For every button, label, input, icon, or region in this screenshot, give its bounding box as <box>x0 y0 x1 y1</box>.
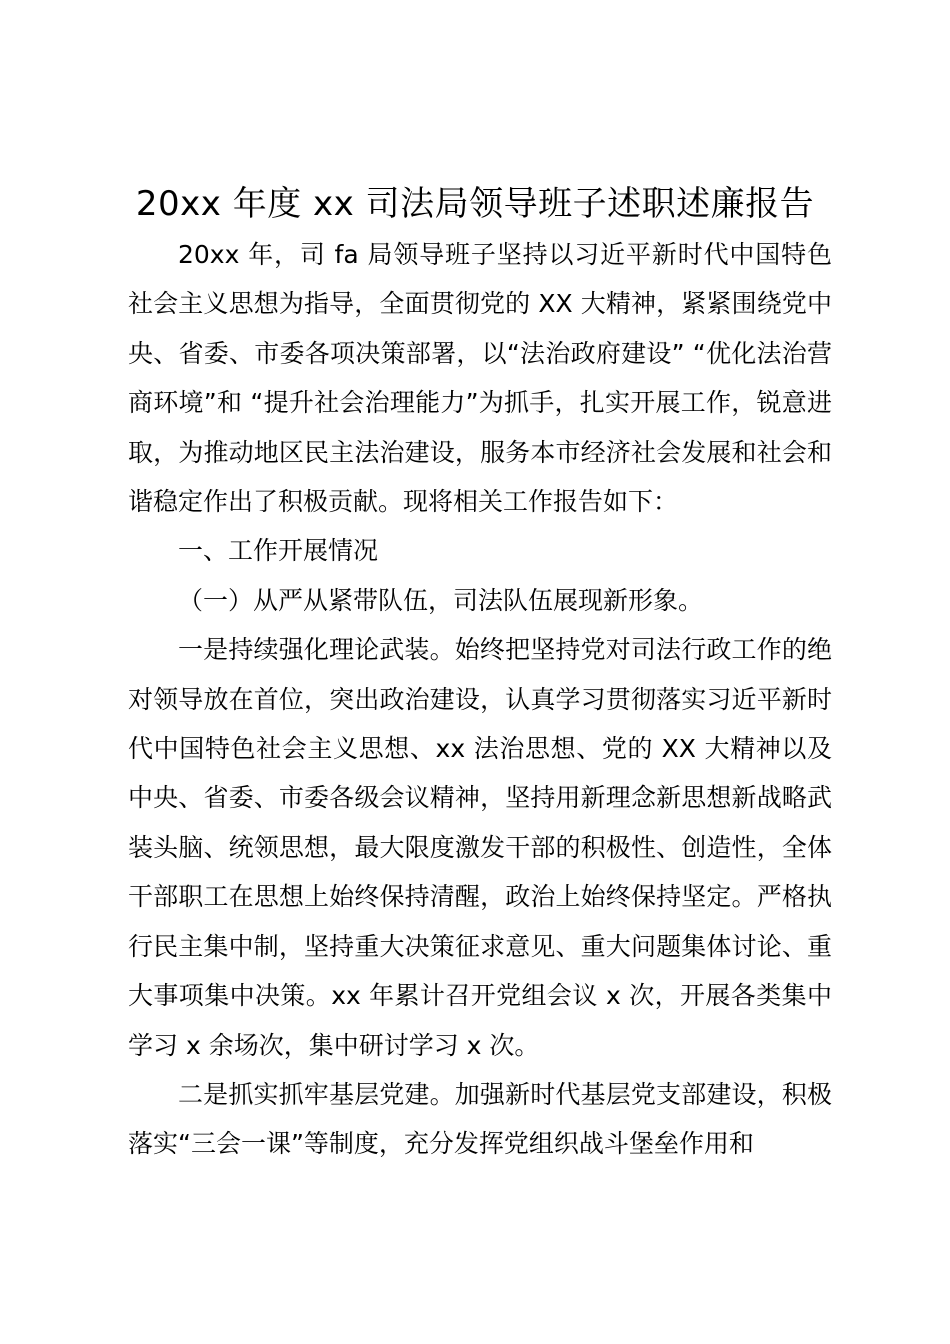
paragraph-theory: 一是持续强化理论武装。始终把坚持党对司法行政工作的绝对领导放在首位，突出政治建设，认真学习贯彻落实习近平新时代中国特色社会主义思想、xx 法治思想、党的 XX 大精神以及中央、省委、市委各级会议精神，坚持用新理念新思想新战略武装头脑、统领思想，最大限度激发干部的积极性、创造性，全体干部职工在思想上始终保持清醒，政治上始终保持坚定。严格执行民主集中制，坚持重大决策征求意见、重大问题集体讨论、重大事项集中决策。xx 年累计召开党组会议 x 次，开展各类集中学习 x 余场次，集中研讨学习 x 次。 <box>128 635 832 1060</box>
document-title: 20xx 年度 xx 司法局领导班子述职述廉报告 <box>135 184 815 224</box>
paragraph-party-building: 二是抓实抓牢基层党建。加强新时代基层党支部建设，积极落实“三会一课”等制度，充分发挥党组织战斗堡垒作用和 <box>128 1079 832 1159</box>
intro-paragraph: 20xx 年，司 fa 局领导班子坚持以习近平新时代中国特色社会主义思想为指导，全面贯彻党的 XX 大精神，紧紧围绕党中央、省委、市委各项决策部署，以“法治政府建设” “优化法治营商环境”和 “提升社会治理能力”为抓手，扎实开展工作，锐意进取，为推动地区民主法治建设，服务本市经济社会发展和社会和谐稳定作出了积极贡献。现将相关工作报告如下： <box>128 240 832 517</box>
document-body <box>128 230 832 1169</box>
section-heading-1: 一、工作开展情况 <box>178 536 379 566</box>
subsection-heading-1: （一）从严从紧带队伍，司法队伍展现新形象。 <box>178 585 704 615</box>
